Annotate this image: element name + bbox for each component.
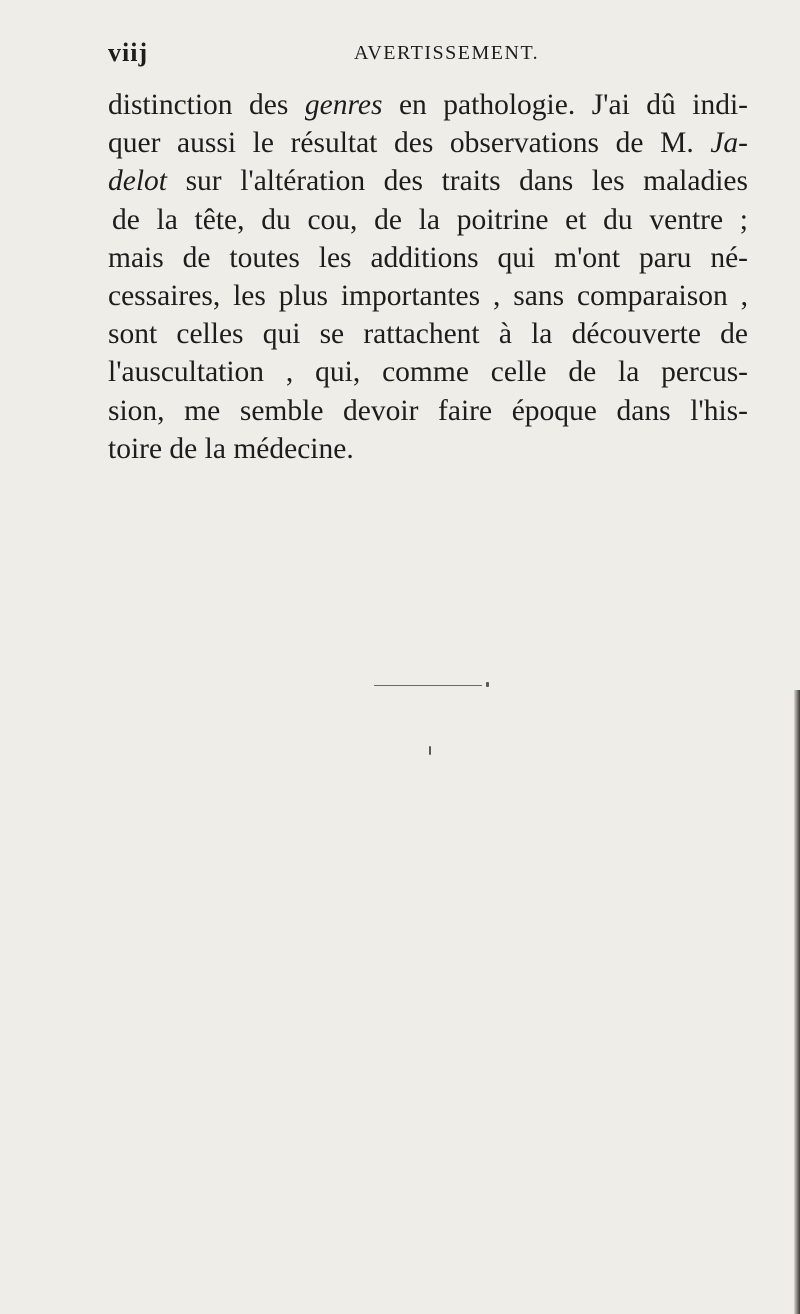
text-line: delot sur l'altération des traits dans les maladies (108, 165, 748, 198)
text-line: l'auscultation , qui, comme celle de la percus- (108, 356, 748, 389)
page-header (108, 38, 738, 68)
italic-word: delot (108, 165, 167, 198)
text-line: sion, me semble devoir faire époque dans l'his- (108, 394, 748, 427)
body-paragraph (108, 86, 748, 468)
section-divider (374, 685, 482, 686)
page-edge-shadow (794, 690, 800, 1314)
running-head: AVERTISSEMENT. (354, 42, 540, 64)
page-number: viij (108, 38, 149, 67)
text-line: quer aussi le résultat des observations de M. Ja- (108, 127, 748, 160)
text-line: cessaires, les plus importantes , sans comparaison , (108, 280, 748, 313)
text-line: toire de la médecine. (108, 432, 354, 465)
text-line: de la tête, du cou, de la poitrine et du ventre ; (112, 203, 748, 236)
italic-word: Ja- (710, 127, 748, 160)
text-line: mais de toutes les additions qui m'ont paru né- (108, 241, 748, 274)
text-line: distinction des genres en pathologie. J'ai dû indi- (108, 89, 748, 121)
ink-speck (486, 682, 489, 687)
italic-word: genres (304, 89, 383, 121)
ink-speck (429, 746, 431, 755)
text-line: sont celles qui se rattachent à la découverte de (108, 318, 748, 351)
